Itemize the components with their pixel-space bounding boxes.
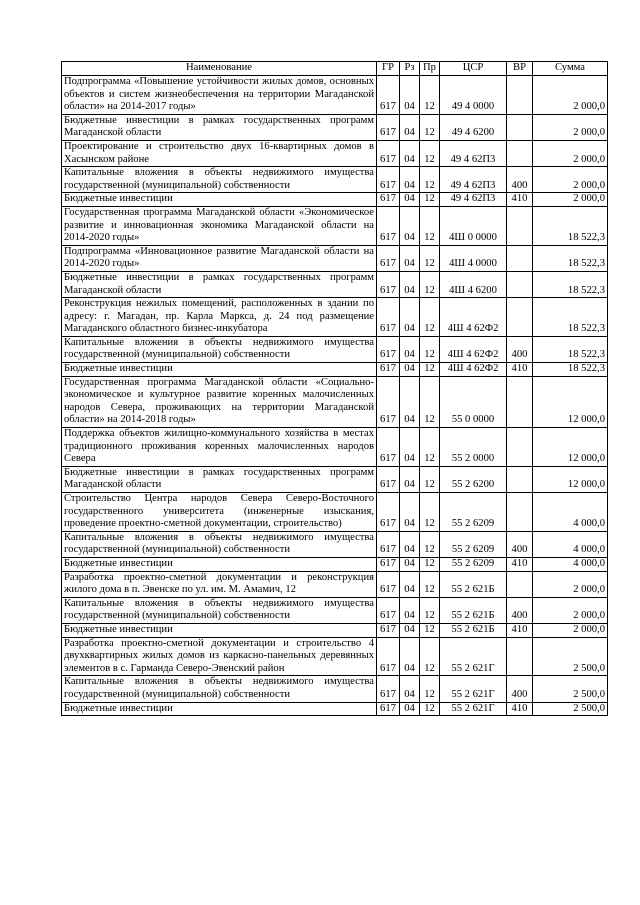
table-row (62, 428, 608, 467)
cell-rz: 04 (400, 623, 420, 637)
cell-gr: 617 (377, 363, 400, 377)
cell-name: Реконструкция нежилых помещений, расположенных в здании по адресу: г. Магадан, пр. Карла Маркса, д. 24 под размещение Магаданского областного бизнес-инкубатора (62, 298, 377, 337)
cell-sum: 18 522,3 (533, 206, 608, 245)
header-sum: Сумма (533, 62, 608, 76)
cell-sum: 2 000,0 (533, 140, 608, 166)
table-row (62, 531, 608, 557)
cell-sum: 2 500,0 (533, 702, 608, 716)
cell-csr: 55 0 0000 (440, 376, 507, 427)
cell-vr: 410 (507, 702, 533, 716)
cell-rz: 04 (400, 676, 420, 702)
cell-rz: 04 (400, 571, 420, 597)
cell-vr (507, 376, 533, 427)
cell-sum: 2 000,0 (533, 76, 608, 115)
cell-pr: 12 (420, 637, 440, 676)
cell-gr: 617 (377, 623, 400, 637)
cell-sum: 12 000,0 (533, 376, 608, 427)
cell-csr: 55 2 621Г (440, 702, 507, 716)
cell-csr: 55 2 6209 (440, 531, 507, 557)
cell-vr: 400 (507, 167, 533, 193)
cell-csr: 55 2 621Б (440, 571, 507, 597)
cell-csr: 55 2 0000 (440, 428, 507, 467)
cell-csr: 55 2 6209 (440, 493, 507, 532)
cell-name: Бюджетные инвестиции в рамках государственных программ Магаданской области (62, 466, 377, 492)
cell-vr: 410 (507, 557, 533, 571)
cell-gr: 617 (377, 114, 400, 140)
cell-gr: 617 (377, 466, 400, 492)
cell-name: Капитальные вложения в объекты недвижимого имущества государственной (муниципальной) собственности (62, 167, 377, 193)
header-pr: Пр (420, 62, 440, 76)
cell-gr: 617 (377, 637, 400, 676)
cell-pr: 12 (420, 571, 440, 597)
cell-vr: 410 (507, 193, 533, 207)
table-row (62, 114, 608, 140)
cell-vr: 400 (507, 597, 533, 623)
header-gr: ГР (377, 62, 400, 76)
cell-gr: 617 (377, 336, 400, 362)
cell-csr: 49 4 62П3 (440, 193, 507, 207)
cell-pr: 12 (420, 597, 440, 623)
cell-vr (507, 428, 533, 467)
table-row (62, 167, 608, 193)
cell-sum: 18 522,3 (533, 363, 608, 377)
cell-gr: 617 (377, 140, 400, 166)
cell-sum: 2 000,0 (533, 597, 608, 623)
cell-sum: 2 000,0 (533, 623, 608, 637)
header-row (62, 62, 608, 76)
cell-rz: 04 (400, 466, 420, 492)
cell-name: Бюджетные инвестиции (62, 363, 377, 377)
cell-rz: 04 (400, 428, 420, 467)
cell-sum: 2 500,0 (533, 637, 608, 676)
cell-rz: 04 (400, 245, 420, 271)
cell-vr (507, 140, 533, 166)
table-row (62, 363, 608, 377)
cell-pr: 12 (420, 140, 440, 166)
table-row (62, 193, 608, 207)
cell-sum: 12 000,0 (533, 466, 608, 492)
cell-name: Строительство Центра народов Севера Северо-Восточного государственного университета (инженерные изыскания, проведение проектно-сметной документации, строительство) (62, 493, 377, 532)
cell-pr: 12 (420, 245, 440, 271)
cell-pr: 12 (420, 206, 440, 245)
table-row (62, 571, 608, 597)
cell-sum: 18 522,3 (533, 271, 608, 297)
cell-name: Бюджетные инвестиции (62, 623, 377, 637)
cell-rz: 04 (400, 376, 420, 427)
table-body (62, 76, 608, 716)
cell-pr: 12 (420, 336, 440, 362)
table-row (62, 676, 608, 702)
cell-gr: 617 (377, 376, 400, 427)
cell-pr: 12 (420, 363, 440, 377)
cell-vr (507, 271, 533, 297)
table-row (62, 623, 608, 637)
header-rz: Рз (400, 62, 420, 76)
table-row (62, 140, 608, 166)
cell-csr: 55 2 621Г (440, 637, 507, 676)
cell-gr: 617 (377, 531, 400, 557)
cell-rz: 04 (400, 531, 420, 557)
header-csr: ЦСР (440, 62, 507, 76)
cell-sum: 4 000,0 (533, 531, 608, 557)
cell-vr (507, 245, 533, 271)
cell-vr (507, 493, 533, 532)
cell-csr: 4Ш 4 6200 (440, 271, 507, 297)
table-row (62, 557, 608, 571)
cell-name: Государственная программа Магаданской области «Экономическое развитие и инновационная экономика Магаданской области на 2014-2020 годы» (62, 206, 377, 245)
cell-pr: 12 (420, 114, 440, 140)
cell-vr (507, 571, 533, 597)
cell-rz: 04 (400, 637, 420, 676)
cell-sum: 2 000,0 (533, 571, 608, 597)
cell-rz: 04 (400, 167, 420, 193)
table-header (62, 62, 608, 76)
cell-vr (507, 114, 533, 140)
cell-pr: 12 (420, 193, 440, 207)
cell-name: Бюджетные инвестиции (62, 557, 377, 571)
cell-gr: 617 (377, 428, 400, 467)
cell-gr: 617 (377, 702, 400, 716)
header-name: Наименование (62, 62, 377, 76)
cell-sum: 2 000,0 (533, 167, 608, 193)
table-row (62, 597, 608, 623)
cell-vr: 410 (507, 363, 533, 377)
cell-pr: 12 (420, 531, 440, 557)
cell-csr: 55 2 6200 (440, 466, 507, 492)
cell-rz: 04 (400, 114, 420, 140)
cell-pr: 12 (420, 376, 440, 427)
header-vr: ВР (507, 62, 533, 76)
cell-rz: 04 (400, 493, 420, 532)
cell-csr: 55 2 621Г (440, 676, 507, 702)
cell-gr: 617 (377, 571, 400, 597)
cell-csr: 55 2 6209 (440, 557, 507, 571)
cell-gr: 617 (377, 167, 400, 193)
cell-vr (507, 466, 533, 492)
cell-pr: 12 (420, 623, 440, 637)
cell-pr: 12 (420, 298, 440, 337)
budget-table (61, 61, 608, 716)
cell-gr: 617 (377, 298, 400, 337)
cell-vr: 410 (507, 623, 533, 637)
cell-pr: 12 (420, 557, 440, 571)
cell-rz: 04 (400, 363, 420, 377)
cell-gr: 617 (377, 676, 400, 702)
cell-vr (507, 76, 533, 115)
cell-name: Государственная программа Магаданской области «Социально-экономическое и культурное развитие коренных малочисленных народов Севера, проживающих на территории Магаданской области» на 2014-2018 годы» (62, 376, 377, 427)
cell-csr: 49 4 0000 (440, 76, 507, 115)
cell-csr: 55 2 621Б (440, 623, 507, 637)
cell-csr: 4Ш 0 0000 (440, 206, 507, 245)
cell-vr: 400 (507, 336, 533, 362)
cell-rz: 04 (400, 702, 420, 716)
cell-rz: 04 (400, 336, 420, 362)
document-page (61, 61, 607, 716)
cell-csr: 4Ш 4 62Ф2 (440, 298, 507, 337)
cell-pr: 12 (420, 271, 440, 297)
cell-name: Бюджетные инвестиции (62, 193, 377, 207)
cell-gr: 617 (377, 493, 400, 532)
cell-name: Подпрограмма «Повышение устойчивости жилых домов, основных объектов и систем жизнеобеспечения на территории Магаданской области» на 2014-2017 годы» (62, 76, 377, 115)
table-row (62, 493, 608, 532)
cell-rz: 04 (400, 193, 420, 207)
cell-name: Капитальные вложения в объекты недвижимого имущества государственной (муниципальной) собственности (62, 597, 377, 623)
table-row (62, 376, 608, 427)
cell-name: Поддержка объектов жилищно-коммунального хозяйства в местах традиционного проживания коренных малочисленных народов Севера (62, 428, 377, 467)
cell-gr: 617 (377, 597, 400, 623)
cell-vr: 400 (507, 531, 533, 557)
cell-pr: 12 (420, 702, 440, 716)
cell-name: Капитальные вложения в объекты недвижимого имущества государственной (муниципальной) собственности (62, 531, 377, 557)
cell-csr: 49 4 62П3 (440, 140, 507, 166)
cell-rz: 04 (400, 140, 420, 166)
cell-name: Бюджетные инвестиции в рамках государственных программ Магаданской области (62, 114, 377, 140)
cell-csr: 49 4 6200 (440, 114, 507, 140)
cell-csr: 55 2 621Б (440, 597, 507, 623)
cell-pr: 12 (420, 76, 440, 115)
cell-gr: 617 (377, 193, 400, 207)
cell-rz: 04 (400, 76, 420, 115)
cell-name: Разработка проектно-сметной документации и реконструкция жилого дома в п. Эвенске по ул. им. М. Амамич, 12 (62, 571, 377, 597)
cell-sum: 4 000,0 (533, 557, 608, 571)
cell-rz: 04 (400, 557, 420, 571)
cell-name: Капитальные вложения в объекты недвижимого имущества государственной (муниципальной) собственности (62, 336, 377, 362)
cell-rz: 04 (400, 298, 420, 337)
table-row (62, 466, 608, 492)
cell-pr: 12 (420, 428, 440, 467)
cell-pr: 12 (420, 676, 440, 702)
cell-sum: 18 522,3 (533, 245, 608, 271)
cell-pr: 12 (420, 493, 440, 532)
cell-name: Подпрограмма «Инновационное развитие Магаданской области на 2014-2020 годы» (62, 245, 377, 271)
cell-gr: 617 (377, 245, 400, 271)
cell-rz: 04 (400, 271, 420, 297)
table-row (62, 206, 608, 245)
cell-rz: 04 (400, 597, 420, 623)
cell-vr (507, 637, 533, 676)
cell-sum: 2 000,0 (533, 114, 608, 140)
table-row (62, 76, 608, 115)
cell-name: Капитальные вложения в объекты недвижимого имущества государственной (муниципальной) собственности (62, 676, 377, 702)
cell-name: Проектирование и строительство двух 16-квартирных домов в Хасынском районе (62, 140, 377, 166)
cell-csr: 49 4 62П3 (440, 167, 507, 193)
cell-pr: 12 (420, 167, 440, 193)
table-row (62, 245, 608, 271)
cell-name: Бюджетные инвестиции (62, 702, 377, 716)
cell-vr (507, 298, 533, 337)
cell-rz: 04 (400, 206, 420, 245)
table-row (62, 702, 608, 716)
cell-sum: 18 522,3 (533, 336, 608, 362)
cell-pr: 12 (420, 466, 440, 492)
cell-csr: 4Ш 4 0000 (440, 245, 507, 271)
cell-name: Разработка проектно-сметной документации и строительство 4 двухквартирных жилых домов из каркасно-панельных деревянных элементов в с. Гарманда Северо-Эвенский район (62, 637, 377, 676)
table-row (62, 271, 608, 297)
cell-vr: 400 (507, 676, 533, 702)
table-row (62, 336, 608, 362)
cell-name: Бюджетные инвестиции в рамках государственных программ Магаданской области (62, 271, 377, 297)
cell-sum: 2 000,0 (533, 193, 608, 207)
cell-csr: 4Ш 4 62Ф2 (440, 363, 507, 377)
cell-csr: 4Ш 4 62Ф2 (440, 336, 507, 362)
cell-sum: 4 000,0 (533, 493, 608, 532)
cell-gr: 617 (377, 206, 400, 245)
cell-sum: 2 500,0 (533, 676, 608, 702)
cell-gr: 617 (377, 557, 400, 571)
cell-sum: 18 522,3 (533, 298, 608, 337)
cell-vr (507, 206, 533, 245)
cell-gr: 617 (377, 271, 400, 297)
table-row (62, 637, 608, 676)
cell-sum: 12 000,0 (533, 428, 608, 467)
cell-gr: 617 (377, 76, 400, 115)
table-row (62, 298, 608, 337)
